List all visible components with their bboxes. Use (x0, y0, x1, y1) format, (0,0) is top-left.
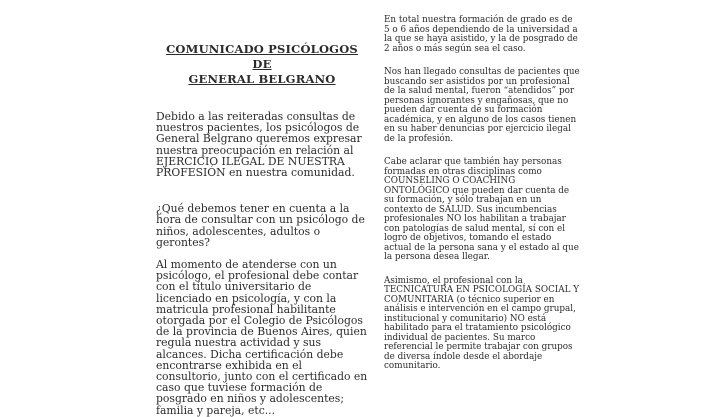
paragraph-tecnicatura: Asimismo, el profesional con la TECNICATURA EN PSICOLOGÍA SOCIAL Y COMUNITARIA (o técnico superior en análisis e intervención en el campo grupal, institucional y comunitario) NO está habilitado para el tratamiento psicológico individual de pacientes. Su marco referencial le permite trabajar con grupos de diversa índole desde el abordaje comunitario. (384, 275, 580, 371)
left-column (156, 42, 368, 416)
title-line-1: COMUNICADO PSICÓLOGOS DE (166, 42, 358, 71)
paragraph-consultas: Nos han llegado consultas de pacientes que buscando ser asistidos por un profesional de la salud mental, fueron “atendidos” por personas ignorantes y engañosas, que no pueden dar cuenta de su formación académica, y en alguno de los casos tienen en su haber denuncias por ejercicio ilegal de la profesión. (384, 67, 580, 144)
title-line-2: GENERAL BELGRANO (188, 72, 336, 86)
paragraph-counseling: Cabe aclarar que también hay personas formadas en otras disciplinas como COUNSELING O COACHING ONTOLÓGICO que pueden dar cuenta de su formación, y sólo trabajan en un contexto de SALUD. Sus incumbencias profesionales NO los habilitan a trabajar con patologías de salud mental, sí con el logro de objetivos, tomando el estado actual de la persona sana y el estado al que la persona desea llegar. (384, 157, 579, 262)
paragraph-requirements: Al momento de atenderse con un psicólogo, el profesional debe contar con el título universitario de licenciado en psicología, y con la matricula profesional habilitante otorgada por el Colegio de Psicólogos de la provincia de Buenos Aires, quien regula nuestra actividad y sus alcances. Dicha certificación debe encontrarse exhibida en el consultorio, junto con el certificado en caso que tuviese formación de posgrado en niños y adolescentes; familia y pareja, etc... (156, 258, 368, 417)
document-title (156, 42, 368, 87)
paragraph-intro: Debido a las reiteradas consultas de nuestros pacientes, los psicólogos de General Belgrano queremos expresar nuestra preocupación en relación al EJERCICIO ILEGAL DE NUESTRA PROFESIÓN en nuestra comunidad. (156, 110, 362, 180)
paragraph-formacion: En total nuestra formación de grado es de 5 o 6 años dependiendo de la universidad a la que se haya asistido, y la de posgrado de 2 años o más según sea el caso. (384, 15, 578, 54)
paragraph-question: ¿Qué debemos tener en cuenta a la hora de consultar con un psicólogo de niños, adolescentes, adultos o gerontes? (156, 202, 365, 249)
right-column (384, 16, 580, 386)
